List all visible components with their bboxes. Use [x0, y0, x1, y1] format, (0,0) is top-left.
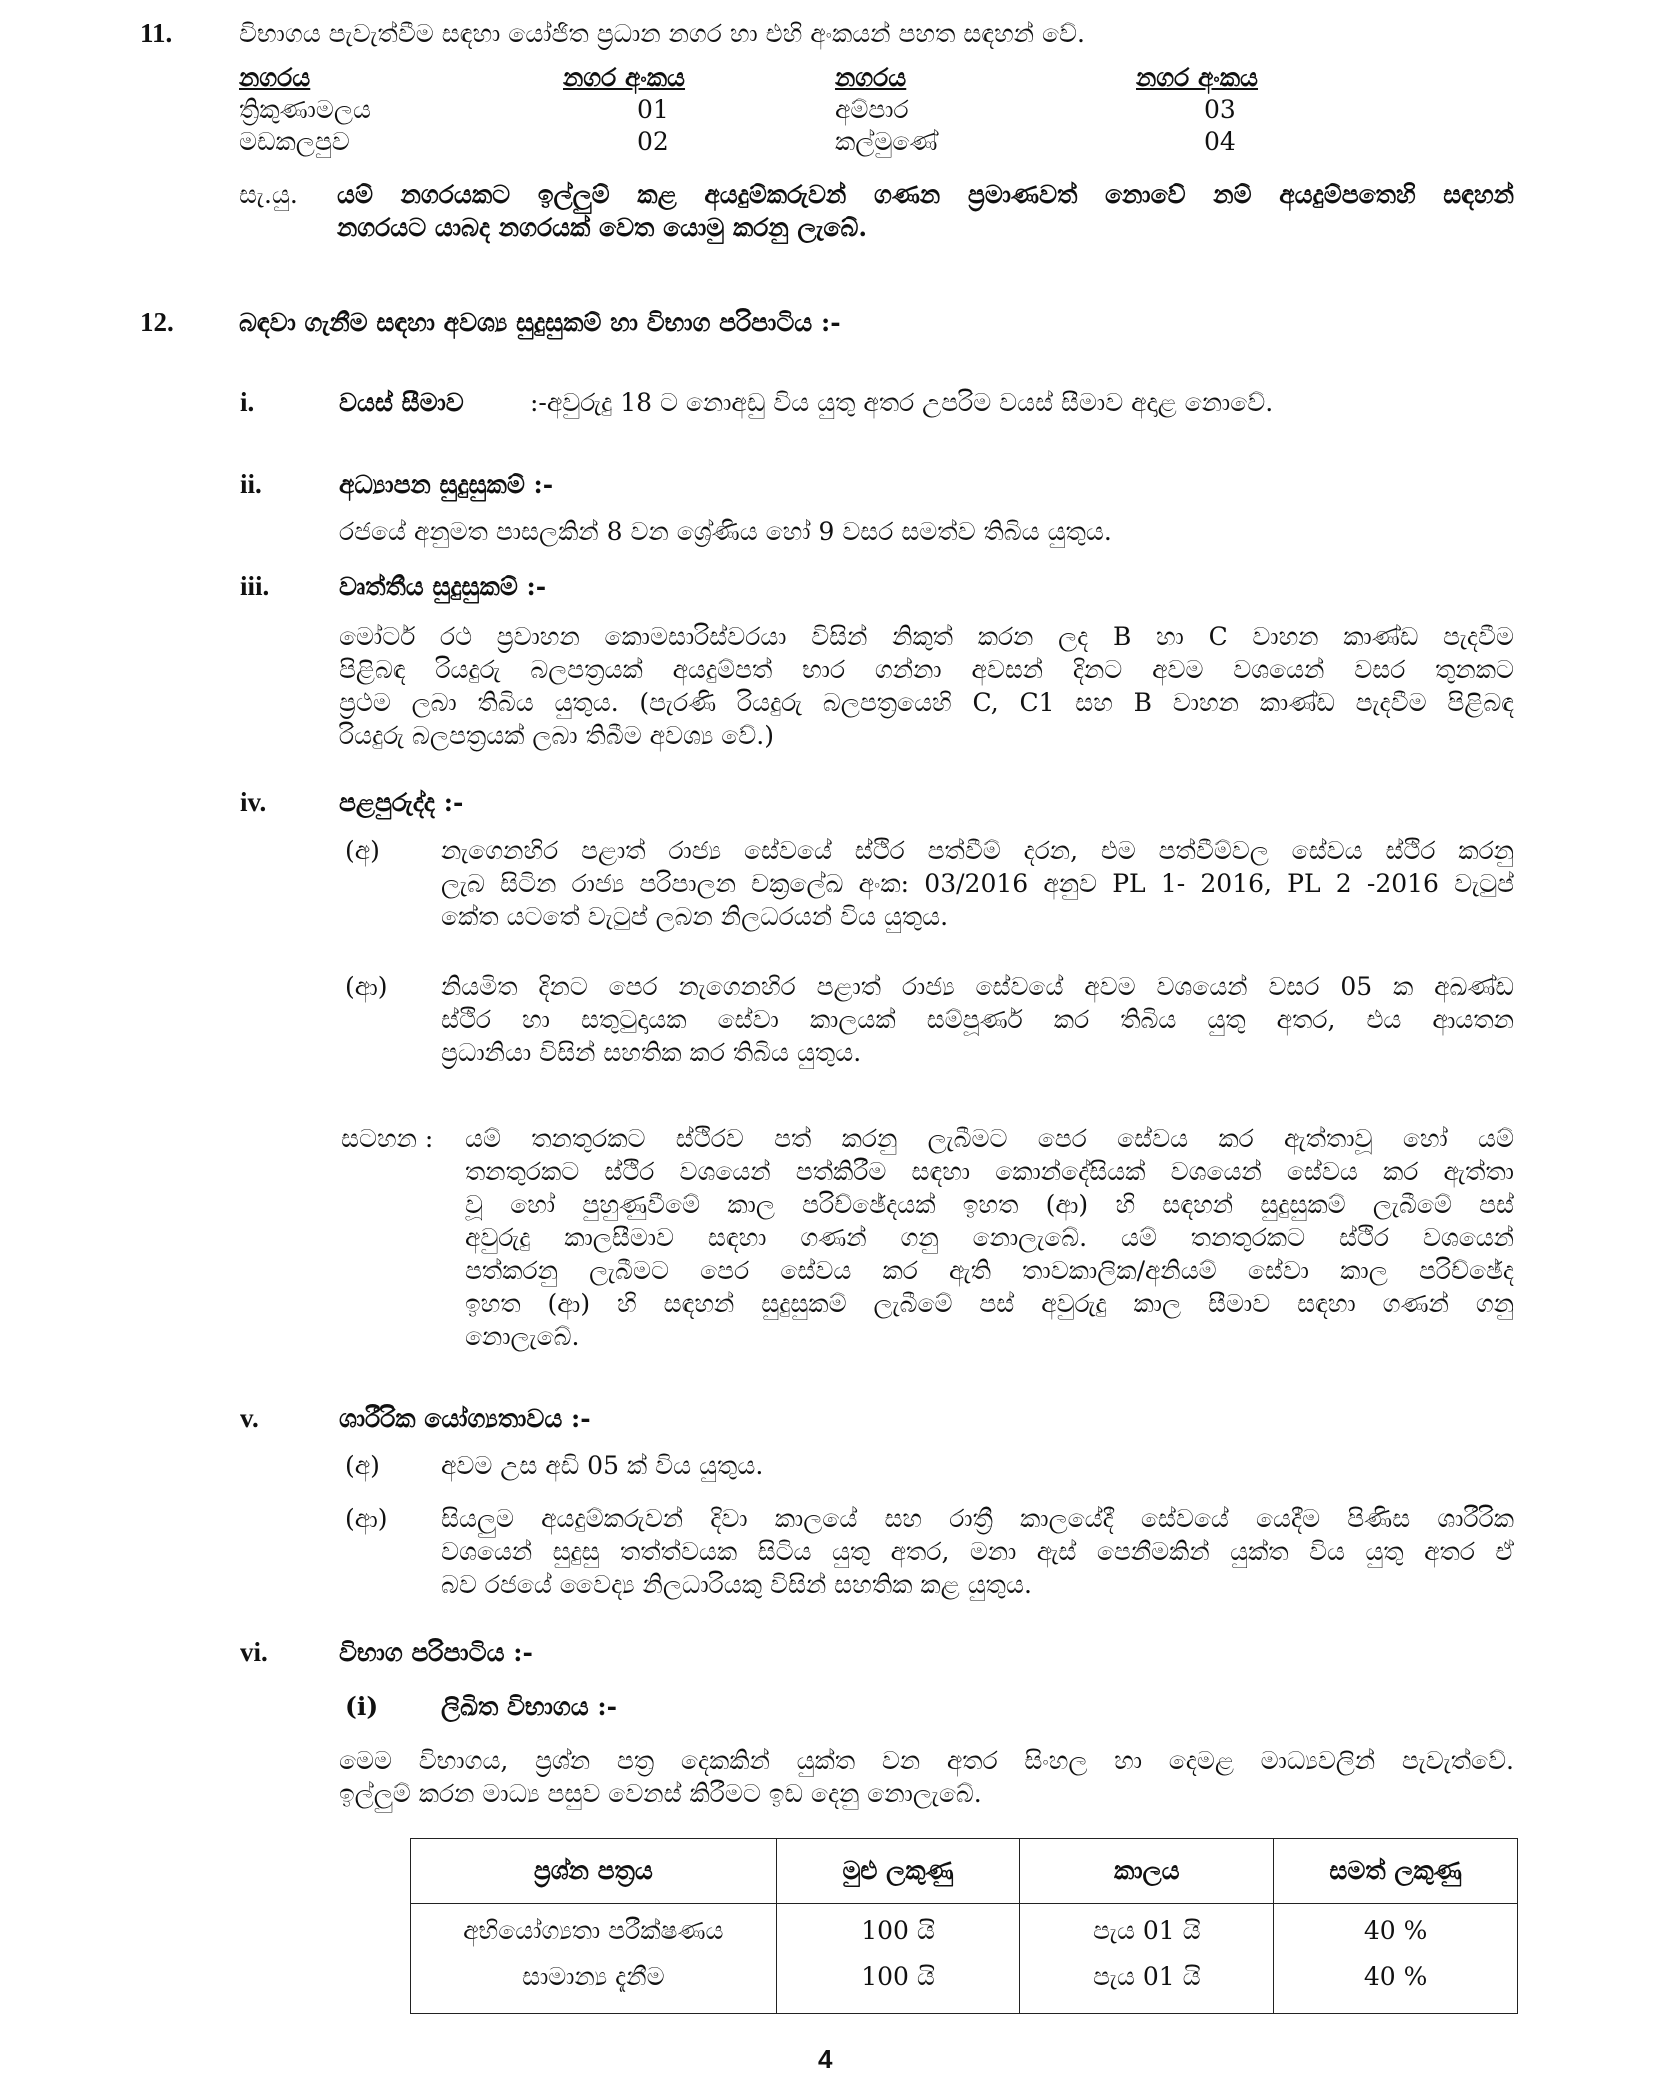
- total-marks: 100 යි: [861, 1916, 935, 1945]
- age-limit-heading: වයස් සීමාව: [339, 388, 464, 417]
- education-heading: අධ්‍යාපන සුදුසුකම් :-: [339, 470, 554, 499]
- total-marks-cell: [776, 1904, 1020, 2014]
- column-header: මුළු ලකුණු: [776, 1839, 1020, 1904]
- paper-name: අභියෝග්‍යතා පරීක්ෂණය: [463, 1916, 724, 1945]
- city-header-1: නගරය: [239, 63, 311, 92]
- exam-table: [410, 1838, 1518, 2014]
- column-header: කාලය: [1020, 1839, 1274, 1904]
- subitem-label-a: (අ): [345, 1451, 380, 1480]
- column-header: සමත් ලකුණු: [1274, 1839, 1518, 1904]
- subitem-label-aa: (ආ): [345, 972, 388, 1001]
- city-name: අම්පාර: [835, 95, 909, 124]
- pass-marks-cell: [1274, 1904, 1518, 2014]
- experience-heading: පළපුරුද්ද :-: [339, 788, 464, 817]
- physical-a-text: අවම උස අඩි 05 ක් විය යුතුය.: [441, 1451, 764, 1480]
- experience-a-text: නැගෙනහිර පළාත් රාජ්‍ය සේවයේ ස්ථිර පත්වීම් දරන, එම පත්වීම්වල සේවය ස්ථිර කරනු ලැබ සිටින රාජ්‍ය පරිපාලන චක්‍රලේඛ අංක: 03/2016 අනුව PL 1- 2016, PL 2 -2016 වැටුප් කේත යටතේ වැටුප් ලබන නිලධරයන් විය යුතුය.: [441, 836, 1514, 931]
- section-12-title: බඳවා ගැනීම සඳහා අවශ්‍ය සුදුසුකම් හා විභාග පරිපාටිය :-: [239, 308, 841, 337]
- item-v-number: v.: [240, 1403, 259, 1433]
- section-11-number: 11.: [140, 18, 173, 48]
- item-vi-number: vi.: [240, 1637, 268, 1667]
- note-label: සැ.යු.: [239, 180, 298, 209]
- paper-name: සාමාන්‍ය දැනීම: [522, 1962, 665, 1991]
- subitem-label-a: (අ): [345, 836, 380, 865]
- table-row: [411, 1904, 1518, 2014]
- column-header: ප්‍රශ්න පත්‍රය: [411, 1839, 777, 1904]
- city-code: 01: [637, 95, 669, 124]
- subitem-label-aa: (ආ): [345, 1504, 388, 1533]
- note-text: යම් නගරයකට ඉල්ලුම් කළ අයදුම්කරුවන් ගණන ප්‍රමාණවත් නොවේ නම් අයදුම්පතෙහි සඳහන් නගරයට යාබද නගරයක් වෙත යොමු කරනු ලැබේ.: [337, 180, 1514, 242]
- professional-heading: වෘත්තීය සුදුසුකම් :-: [339, 572, 547, 601]
- age-limit-text: :-අවුරුදු 18 ට නොඅඩු විය යුතු අතර උපරිම වයස් සීමාව අදාළ නොවේ.: [530, 388, 1274, 417]
- exam-procedure-heading: විභාග පරිපාටිය :-: [339, 1638, 533, 1667]
- subsection-number: (i): [345, 1692, 379, 1721]
- paper-cell: [411, 1904, 777, 2014]
- experience-aa-text: නියමිත දිනට පෙර නැගෙනහිර පළාත් රාජ්‍ය සේවයේ අවම වශයෙන් වසර 05 ක අඛණ්ඩ ස්ථිර හා සතුටුදායක සේවා කාලයක් සම්පූර්ණ කර තිබිය යුතු අතර, එය ආයතන ප්‍රධානියා විසින් සහතික කර තිබිය යුතුය.: [441, 972, 1514, 1067]
- item-i-number: i.: [240, 387, 255, 417]
- city-code: 02: [637, 127, 669, 156]
- pass-marks: 40 %: [1363, 1962, 1428, 1991]
- city-name: කල්මුණේ: [835, 127, 938, 156]
- city-name: මඩකලපුව: [239, 127, 350, 156]
- education-text: රජයේ අනුමත පාසලකින් 8 වන ශ්‍රේණිය හෝ 9 වසර සමත්ව තිබිය යුතුය.: [339, 517, 1112, 546]
- duration-cell: [1020, 1904, 1274, 2014]
- pass-marks: 40 %: [1363, 1916, 1428, 1945]
- item-ii-number: ii.: [240, 469, 262, 499]
- city-code: 04: [1204, 127, 1236, 156]
- written-exam-heading: ලිඛිත විභාගය :-: [441, 1692, 617, 1721]
- note-label: සටහන :: [341, 1124, 434, 1153]
- duration: පැය 01 යි: [1093, 1916, 1201, 1945]
- physical-aa-text: සියලුම අයදුම්කරුවන් දිවා කාලයේ සහ රාත්‍රී කාලයේදී සේවයේ යෙදීම පිණිස ශාරීරික වශයෙන් සුදුසු තත්ත්වයක සිටිය යුතු අතර, මනා ඇස් පෙනීමකින් යුක්ත විය යුතු අතර ඒ බව රජයේ වෛද්‍ය නිලධාරියකු විසින් සහතික කළ යුතුය.: [441, 1504, 1514, 1599]
- section-12-number: 12.: [140, 307, 174, 337]
- city-name: ත්‍රිකුණාමලය: [239, 95, 371, 124]
- city-code-header-1: නගර අංකය: [563, 63, 686, 92]
- table-header-row: [411, 1839, 1518, 1904]
- page-number: 4: [818, 2044, 833, 2074]
- section-11-intro: විභාගය පැවැත්වීම සඳහා යෝජිත ප්‍රධාන නගර හා එහි අංකයන් පහත සඳහන් වේ.: [239, 19, 1085, 48]
- item-iii-number: iii.: [240, 571, 270, 601]
- item-iv-number: iv.: [240, 787, 267, 817]
- total-marks: 100 යි: [861, 1962, 935, 1991]
- written-exam-text: මෙම විභාගය, ප්‍රශ්න පත්‍ර දෙකකින් යුක්ත වන අතර සිංහල හා දෙමළ මාධ්‍යවලින් පැවැත්වේ. ඉල්ලුම් කරන මාධ්‍ය පසුව වෙනස් කිරීමට ඉඩ දෙනු නොලැබේ.: [339, 1746, 1514, 1808]
- professional-text: මෝටර් රථ ප්‍රවාහන කොමසාරිස්වරයා විසින් නිකුත් කරන ලද B හා C වාහන කාණ්ඩ පැදවීම පිළිබඳ රියදුරු බලපත්‍රයක් අයදුම්පත් භාර ගන්නා අවසන් දිනට අවම වශයෙන් වසර තුනකට ප්‍රථම ලබා තිබිය යුතුය. (පැරණි රියදුරු බලපත්‍රයෙහි C, C1 සහ B වාහන කාණ්ඩ පැදවීම පිළිබඳ රියදුරු බලපත්‍රයක් ලබා තිබීම අවශ්‍ය වේ.): [339, 622, 1514, 750]
- city-code: 03: [1204, 95, 1236, 124]
- physical-fitness-heading: ශාරීරික යෝග්‍යතාවය :-: [339, 1404, 591, 1433]
- city-code-header-2: නගර අංකය: [1136, 63, 1259, 92]
- duration: පැය 01 යි: [1093, 1962, 1201, 1991]
- city-header-2: නගරය: [835, 63, 907, 92]
- experience-note-text: යම් තනතුරකට ස්ථිරව පත් කරනු ලැබීමට පෙර සේවය කර ඇත්තාවූ හෝ යම් තනතුරකට ස්ථිර වශයෙන් පත්කිරීම සඳහා කොන්දේසියක් වශයෙන් සේවය කර ඇත්තා වූ හෝ පුහුණුවීමේ කාල පරිච්ඡේදයක් ඉහත (ආ) හි සඳහන් සුදුසුකම් ලැබීමේ පස් අවුරුදු කාලසීමාව සඳහා ගණන් ගනු නොලැබේ. යම් තනතුරකට ස්ථිර වශයෙන් පත්කරනු ලැබීමට පෙර සේවය කර ඇති තාවකාලික/අනියම් සේවා කාල පරිච්ඡේද ඉහත (ආ) හි සඳහන් සුදුසුකම් ලැබීමේ පස් අවුරුදු කාල සීමාව සඳහා ගණන් ගනු නොලැබේ.: [465, 1124, 1514, 1351]
